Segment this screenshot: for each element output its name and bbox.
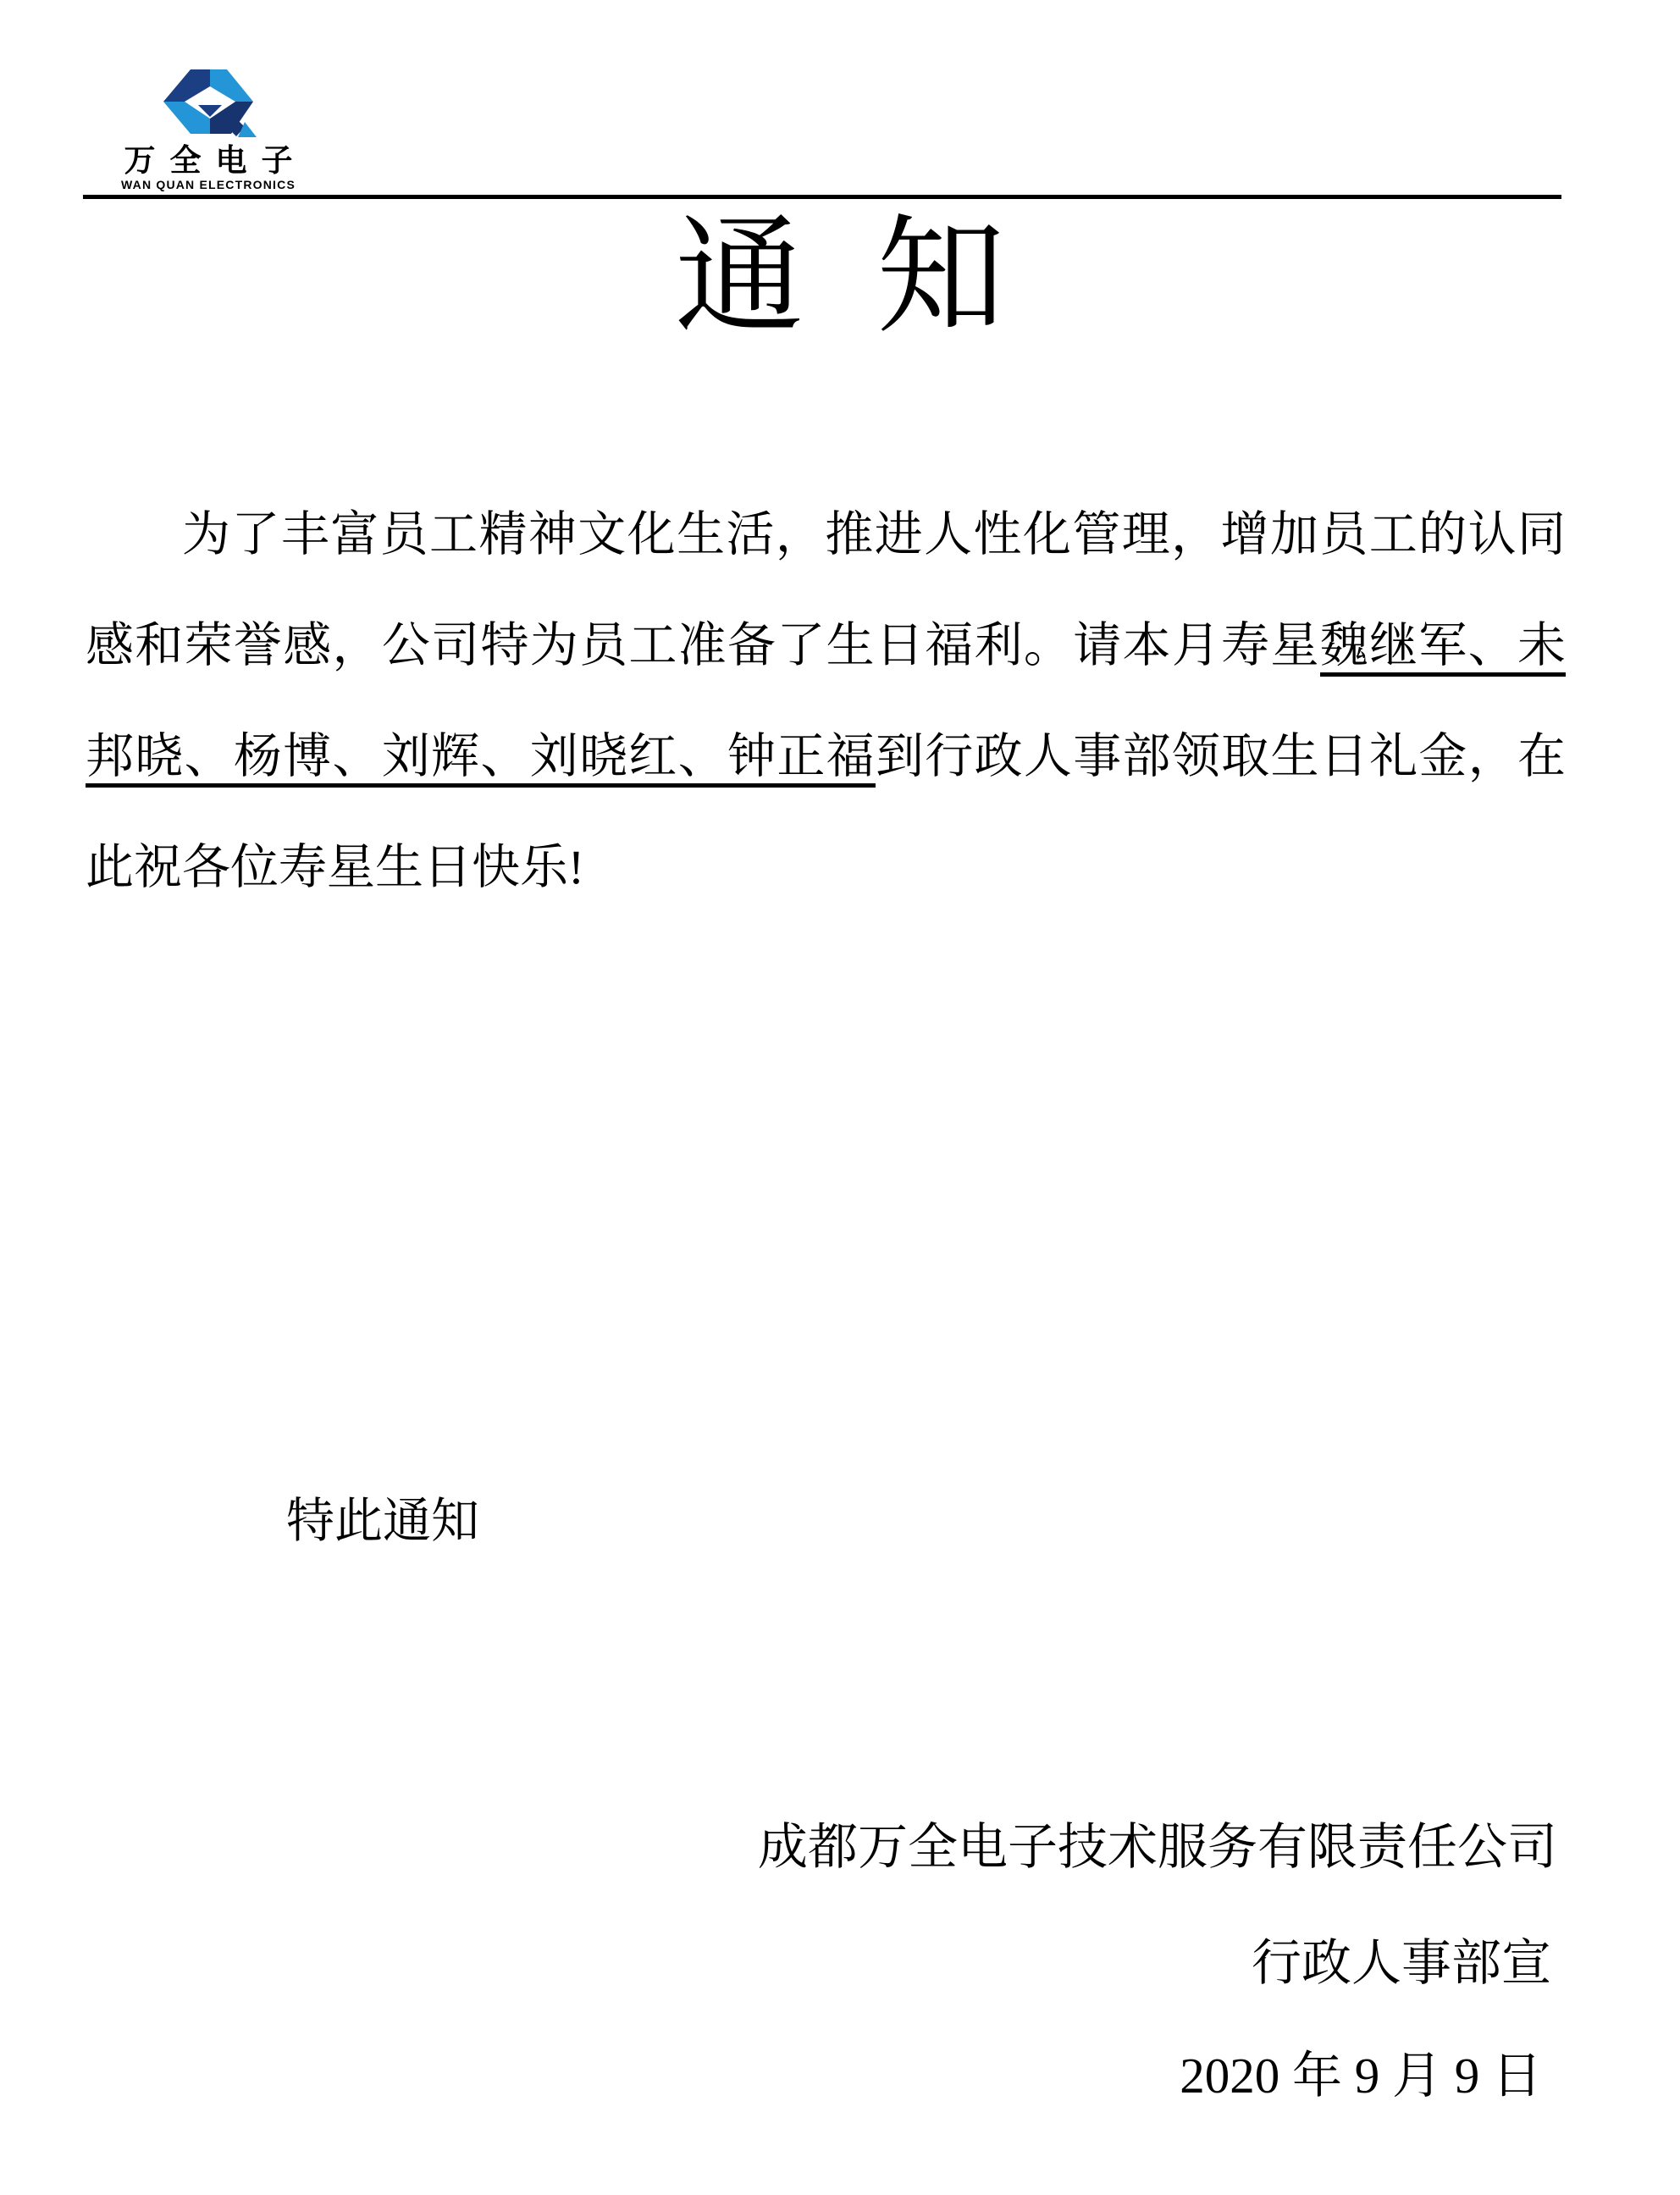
company-logo: [108, 66, 309, 191]
notice-title: 通 知: [675, 207, 1005, 349]
closing-line: 特此通知: [286, 1495, 479, 1548]
body-text-lead: 为了丰富员工精神文化生活，推进人性化管理，增加员工的认同感和荣誉感，公司特为员工准备了生日福利。请本月寿星: [86, 508, 1566, 672]
signature-department: 行政人事部宣: [1251, 1935, 1551, 1991]
logo-facet-upper-right: [210, 69, 253, 102]
logo-facet-upper-left: [163, 69, 210, 102]
header-divider: [83, 195, 1561, 199]
signature-company: 成都万全电子技术服务有限责任公司: [757, 1819, 1557, 1875]
body-text-tail: 到行政人事部领取生日礼金，在此祝各位寿星生日快乐!: [86, 730, 1567, 894]
logo-gem-icon: [158, 66, 258, 139]
logo-subtitle: WAN QUAN ELECTRONICS: [121, 178, 296, 191]
birthday-names-underlined: 魏继军、未邦晓、杨博、刘辉、刘晓红、钟正福: [86, 619, 1566, 788]
logo-wordmark: 万全电子: [124, 143, 307, 178]
notice-body: [86, 479, 1566, 923]
signature-date: 2020 年 9 月 9 日: [1180, 2048, 1542, 2104]
